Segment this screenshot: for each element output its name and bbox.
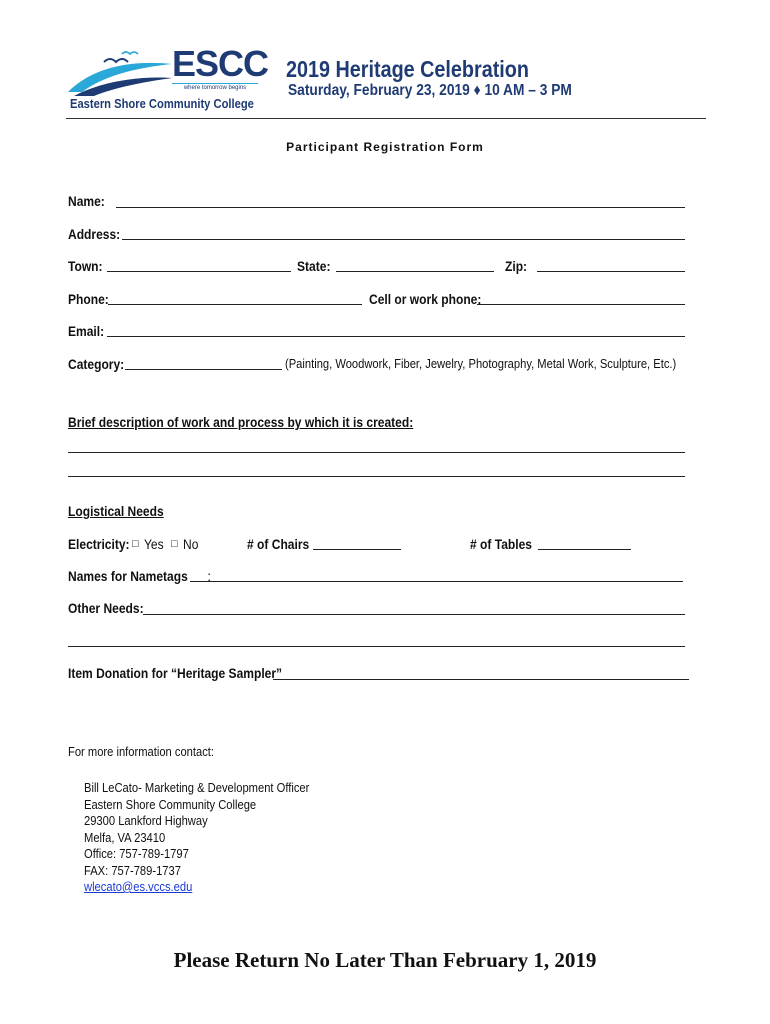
state-label: State: [297, 258, 331, 274]
phone-label: Phone: [68, 291, 109, 307]
town-label: Town: [68, 258, 103, 274]
electricity-label: Electricity: [68, 536, 130, 552]
contact-block [84, 780, 346, 896]
description-line-2[interactable] [68, 476, 685, 477]
contact-email-link[interactable]: wlecato@es.vccs.edu [84, 879, 193, 894]
no-label: No [183, 536, 199, 552]
tables-label: # of Tables [470, 536, 533, 552]
name-label: Name: [68, 193, 105, 209]
nametags-colon: : [207, 568, 212, 584]
logo-tagline: where tomorrow begins [172, 83, 258, 91]
name-field[interactable] [116, 207, 685, 208]
zip-label: Zip: [505, 258, 528, 274]
state-field[interactable] [336, 271, 494, 272]
cell-phone-label: Cell or work phone: [369, 291, 482, 307]
event-date: Saturday, February 23, 2019 ♦ 10 AM – 3 PM [288, 82, 572, 99]
escc-logo [64, 43, 269, 116]
logo-wordmark: ESCC [172, 43, 269, 84]
event-title: 2019 Heritage Celebration [286, 56, 529, 82]
email-label: Email: [68, 323, 105, 339]
category-label: Category: [68, 356, 125, 372]
category-hint: (Painting, Woodwork, Fiber, Jewelry, Photography, Metal Work, Sculpture, Etc.) [285, 356, 677, 371]
contact-org: Eastern Shore Community College [84, 796, 257, 812]
logo-college-name: Eastern Shore Community College [70, 96, 254, 111]
chairs-label: # of Chairs [247, 536, 310, 552]
contact-fax: FAX: 757-789-1737 [84, 862, 181, 878]
address-label: Address: [68, 226, 121, 242]
donation-field[interactable] [273, 679, 689, 680]
logistics-heading: Logistical Needs [68, 503, 164, 519]
description-heading: Brief description of work and process by which it is created: [68, 414, 414, 430]
contact-office: Office: 757-789-1797 [84, 846, 189, 861]
contact-street: 29300 Lankford Highway [84, 813, 208, 828]
other-needs-line-2[interactable] [68, 646, 685, 647]
chairs-field[interactable] [313, 549, 401, 550]
cell-phone-field[interactable] [477, 304, 685, 305]
header-divider [66, 118, 706, 119]
nametags-label: Names for Nametags [68, 568, 188, 584]
other-needs-field[interactable] [143, 614, 685, 615]
form-title: Participant Registration Form [286, 140, 484, 154]
return-deadline-note: Please Return No Later Than February 1, 2019 [173, 948, 597, 972]
zip-field[interactable] [537, 271, 685, 272]
donation-label: Item Donation for “Heritage Sampler” [68, 665, 283, 681]
nametags-field[interactable] [190, 581, 683, 582]
contact-name: Bill LeCato- Marketing & Development Officer [84, 780, 310, 795]
address-field[interactable] [122, 239, 685, 240]
email-field[interactable] [107, 336, 685, 337]
phone-field[interactable] [108, 304, 362, 305]
yes-label: Yes [144, 536, 164, 552]
description-line-1[interactable] [68, 452, 685, 453]
category-field[interactable] [125, 369, 282, 370]
contact-intro: For more information contact: [68, 744, 215, 759]
no-checkbox[interactable]: □ [171, 538, 178, 550]
other-needs-label: Other Needs: [68, 600, 144, 616]
yes-checkbox[interactable]: □ [132, 538, 139, 550]
town-field[interactable] [107, 271, 291, 272]
tables-field[interactable] [538, 549, 631, 550]
contact-city: Melfa, VA 23410 [84, 829, 166, 845]
wave-logo-icon [64, 46, 174, 98]
